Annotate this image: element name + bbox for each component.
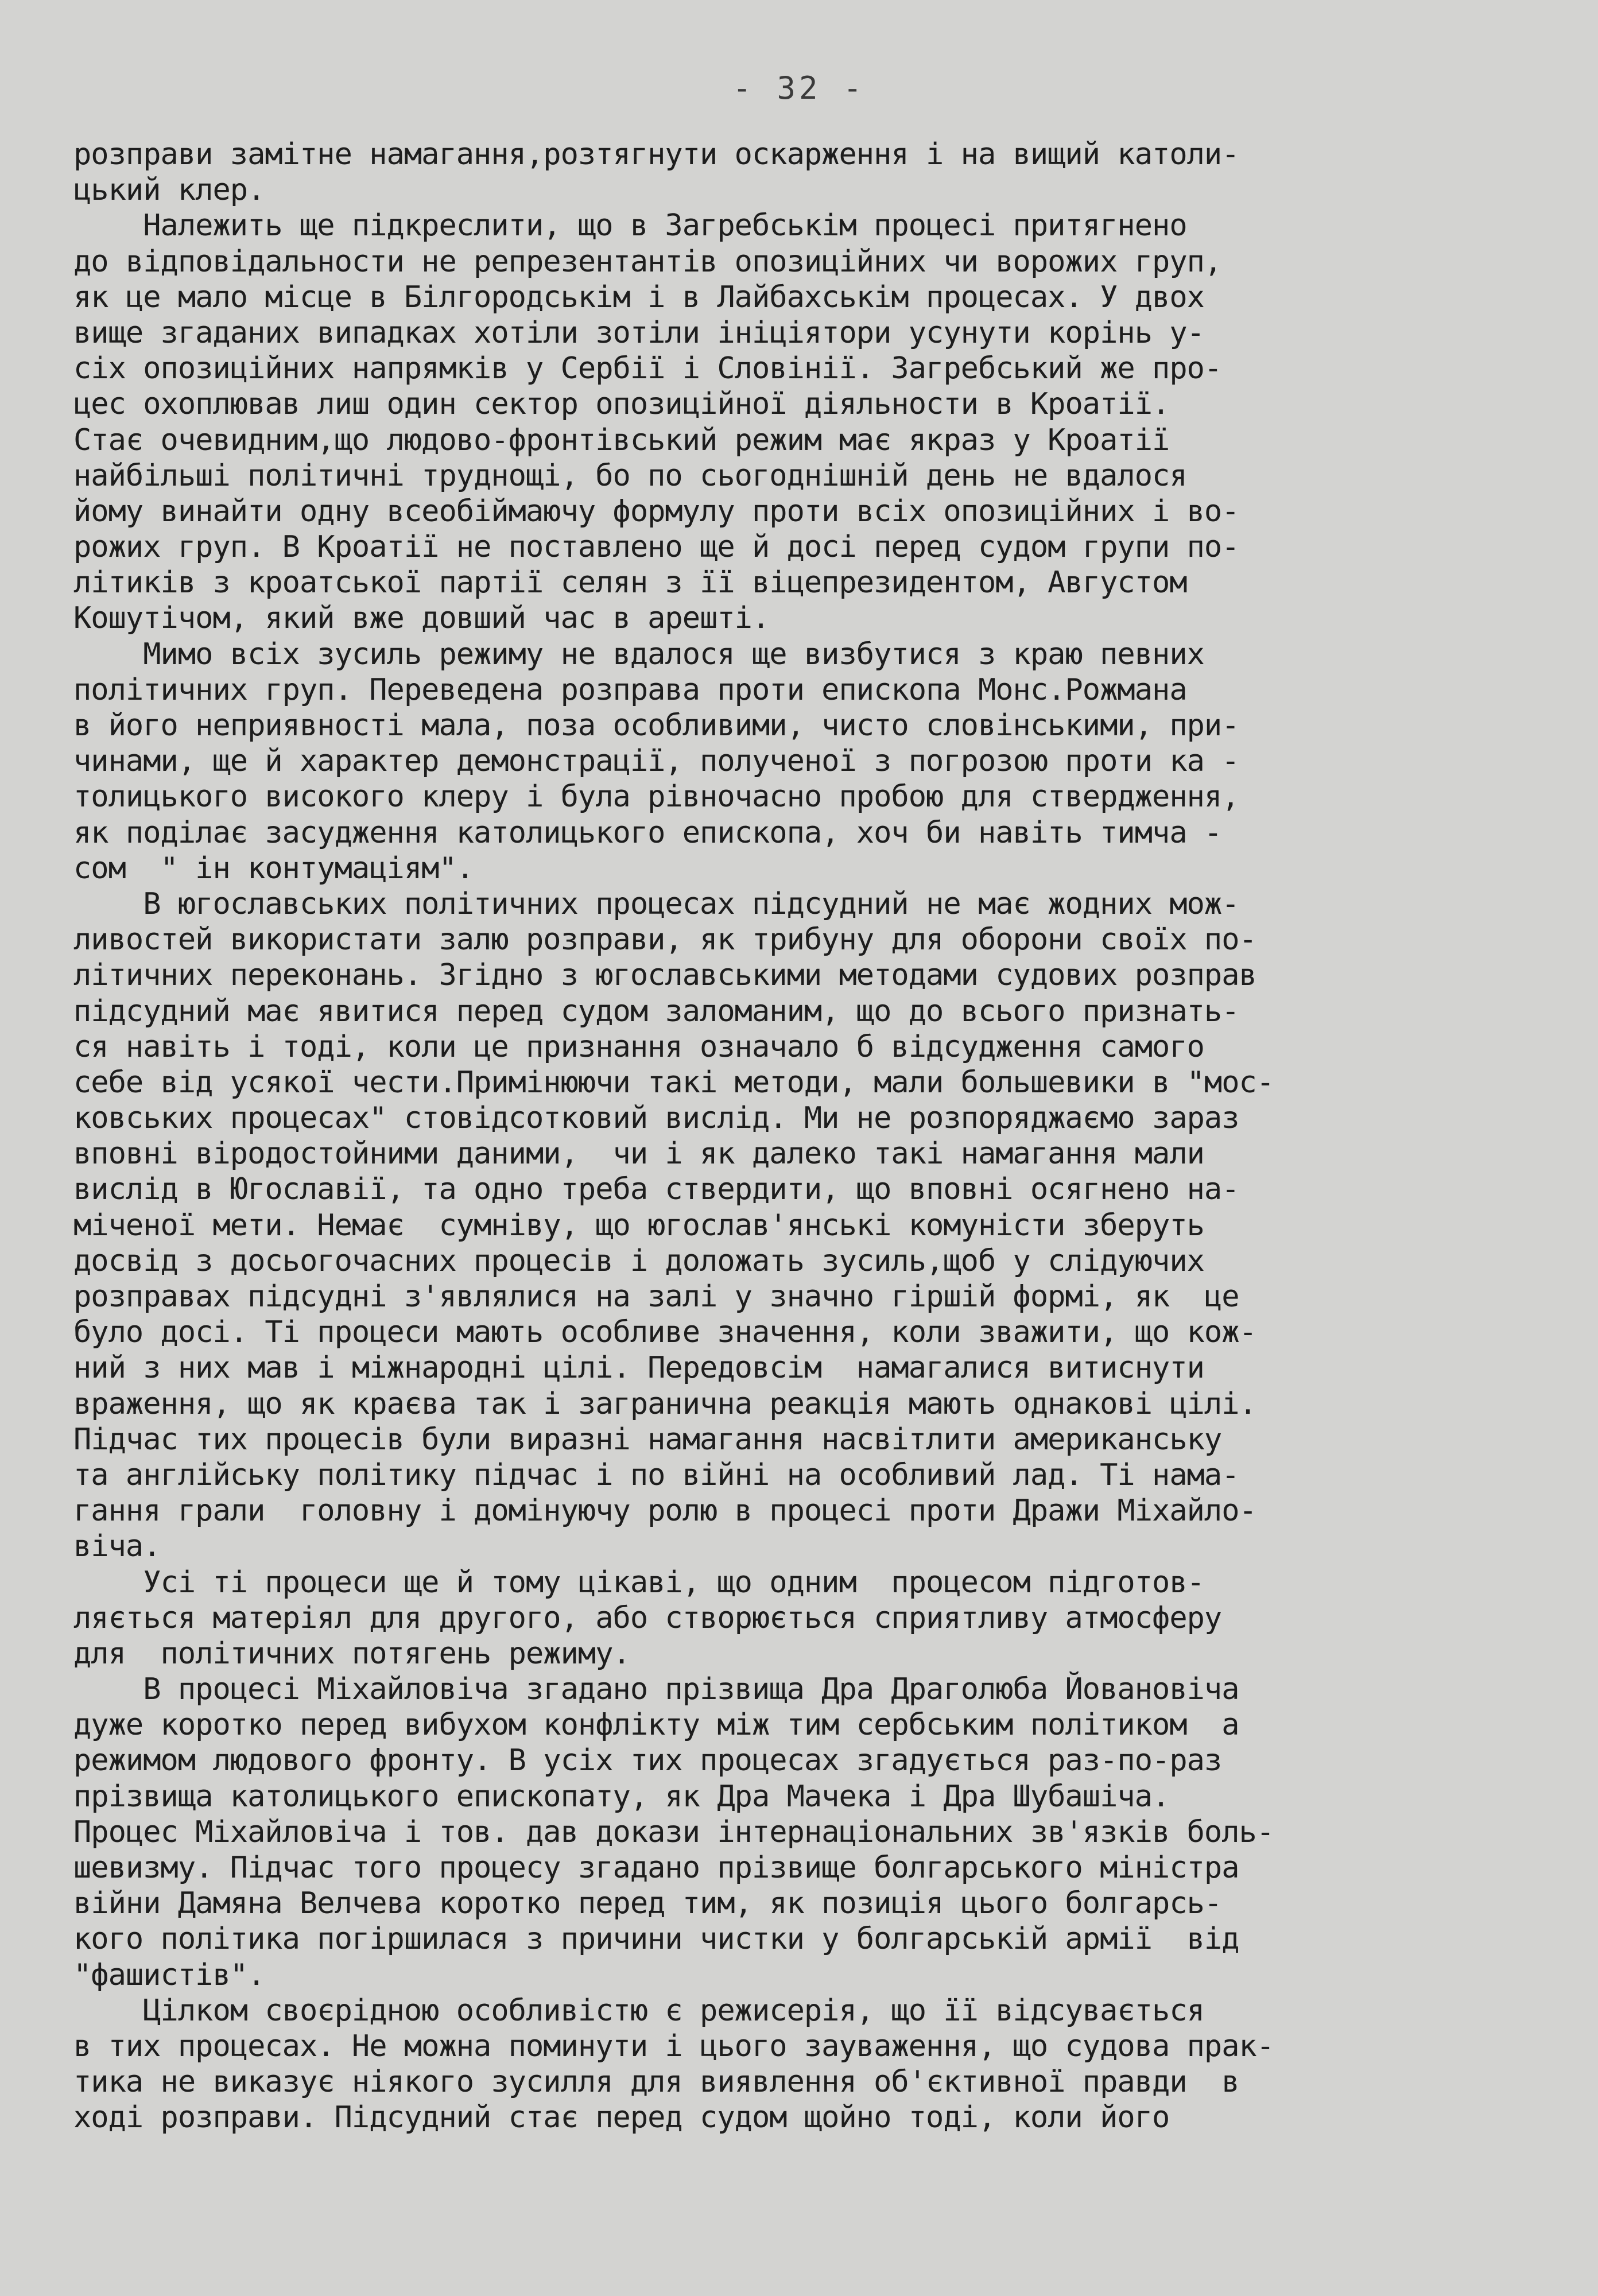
- text-line: літиків з кроатської партії селян з її віцепрезидентом, Августом: [73, 565, 1187, 600]
- text-line: чинами, ще й характер демонстрації, полученої з погрозою проти ка -: [73, 744, 1239, 779]
- text-line: та англійську політику підчас і по війні на особливий лад. Ті нама-: [73, 1457, 1239, 1492]
- text-line: найбільші політичні труднощі, бо по сьогоднішній день не вдалося: [73, 458, 1187, 493]
- text-line: ході розправи. Підсудний стає перед судом щойно тоді, коли його: [73, 2100, 1170, 2135]
- text-line: Кошутічом, який вже довший час в арешті.: [73, 601, 770, 636]
- text-line: політичних груп. Переведена розправа проти епископа Монс.Рожмана: [73, 672, 1187, 707]
- text-line: цес охоплював лиш один сектор опозиційної діяльности в Кроатії.: [73, 387, 1170, 422]
- text-line: ляється матеріял для другого, або створюється сприятливу атмосферу: [73, 1600, 1222, 1635]
- text-line: дуже коротко перед вибухом конфлікту між тим сербським політиком а: [73, 1708, 1239, 1743]
- text-line: В югославських політичних процесах підсудний не має жодних мож-: [73, 886, 1239, 921]
- text-line: як поділає засудження католицького епископа, хоч би навіть тимча -: [73, 815, 1222, 850]
- text-line: "фашистів".: [73, 1957, 265, 1992]
- text-line: гання грали головну і домінуючу ролю в процесі проти Дражи Міхайло-: [73, 1494, 1256, 1529]
- text-line: сом " ін контумаціям".: [73, 851, 474, 886]
- text-line: режимом людового фронту. В усіх тих процесах згадується раз-по-раз: [73, 1743, 1222, 1778]
- text-line: Мимо всіх зусиль режиму не вдалося ще визбутися з краю певних: [73, 637, 1204, 672]
- text-line: ливостей використати залю розправи, як трибуну для оборони своїх по-: [73, 922, 1256, 957]
- text-line: розправи замітне намагання,розтягнути оскарження і на вищий католи-: [73, 137, 1239, 172]
- text-line: вислід в Югославії, та одно треба ствердити, що вповні осягнено на-: [73, 1172, 1239, 1207]
- text-line: вище згаданих випадках хотіли зотіли ініціятори усунути корінь у-: [73, 315, 1204, 350]
- text-line: тика не виказує ніякого зусилля для виявлення об'єктивної правди в: [73, 2065, 1239, 2100]
- text-line: в його неприявності мала, поза особливими, чисто словінськими, при-: [73, 708, 1239, 743]
- text-line: сіх опозиційних напрямків у Сербії і Словінії. Загребський же про-: [73, 351, 1222, 386]
- text-line: Усі ті процеси ще й тому цікаві, що одним процесом підготов-: [73, 1565, 1204, 1600]
- text-line: прізвища католицького епископату, як Дра Мачека і Дра Шубашіча.: [73, 1779, 1170, 1814]
- text-line: шевизму. Підчас того процесу згадано прізвище болгарського міністра: [73, 1851, 1239, 1885]
- text-line: Належить ще підкреслити, що в Загребськім процесі притягнено: [73, 208, 1187, 243]
- body-text: [73, 137, 1543, 2136]
- text-line: Стає очевидним,що людово-фронтівський режим має якраз у Кроатії: [73, 422, 1170, 457]
- text-line: толицького високого клеру і була рівночасно пробою для ствердження,: [73, 779, 1239, 815]
- text-line: війни Дамяна Велчева коротко перед тим, як позиція цього болгарсь-: [73, 1886, 1222, 1921]
- text-line: підсудний має явитися перед судом заломаним, що до всього признать-: [73, 994, 1239, 1029]
- text-line: В процесі Міхайловіча згадано прізвища Дра Драголюба Йовановіча: [73, 1672, 1239, 1707]
- text-line: в тих процесах. Не можна поминути і цього зауваження, що судова прак-: [73, 2029, 1274, 2064]
- text-line: Підчас тих процесів були виразні намагання насвітлити американську: [73, 1422, 1222, 1457]
- text-line: цький клер.: [73, 173, 265, 208]
- text-line: йому винайти одну всеобіймаючу формулу проти всіх опозиційних і во-: [73, 494, 1239, 529]
- text-line: вповні віродостойними даними, чи і як далеко такі намагання мали: [73, 1137, 1204, 1172]
- text-line: Цілком своєрідною особливістю є режисерія, що її відсувається: [73, 1993, 1204, 2028]
- text-line: рожих груп. В Кроатії не поставлено ще й досі перед судом групи по-: [73, 530, 1239, 565]
- page-number: - 32 -: [732, 70, 866, 106]
- text-line: розправах підсудні з'являлися на залі у значно гіршій формі, як це: [73, 1279, 1239, 1314]
- text-line: ковських процесах" стовідсотковий вислід. Ми не розпоряджаємо зараз: [73, 1101, 1239, 1136]
- text-line: було досі. Ті процеси мають особливе значення, коли зважити, що кож-: [73, 1315, 1256, 1350]
- text-line: віча.: [73, 1529, 161, 1564]
- text-line: кого політика погіршилася з причини чистки у болгарській армії від: [73, 1922, 1239, 1957]
- text-line: себе від усякої чести.Примінюючи такі методи, мали большевики в "мос-: [73, 1065, 1274, 1100]
- text-line: досвід з досьогочасних процесів і доложать зусиль,щоб у слідуючих: [73, 1243, 1204, 1278]
- text-line: враження, що як краєва так і загранична реакція мають однакові цілі.: [73, 1386, 1256, 1421]
- text-line: ся навіть і тоді, коли це признання означало б відсудження самого: [73, 1029, 1204, 1064]
- text-line: до відповідальности не репрезентантів опозиційних чи ворожих груп,: [73, 244, 1222, 279]
- text-line: літичних переконань. Згідно з югославськими методами судових розправ: [73, 958, 1256, 993]
- text-line: ний з них мав і міжнародні цілі. Передовсім намагалися витиснути: [73, 1351, 1204, 1386]
- text-line: як це мало місце в Білгородськім і в Лайбахськім процесах. У двох: [73, 280, 1204, 315]
- text-line: для політичних потягень режиму.: [73, 1636, 630, 1671]
- text-line: Процес Міхайловіча і тов. дав докази інтернаціональних зв'язків боль-: [73, 1814, 1274, 1849]
- text-line: міченої мети. Немає сумніву, що югослав'янські комуністи зберуть: [73, 1208, 1204, 1243]
